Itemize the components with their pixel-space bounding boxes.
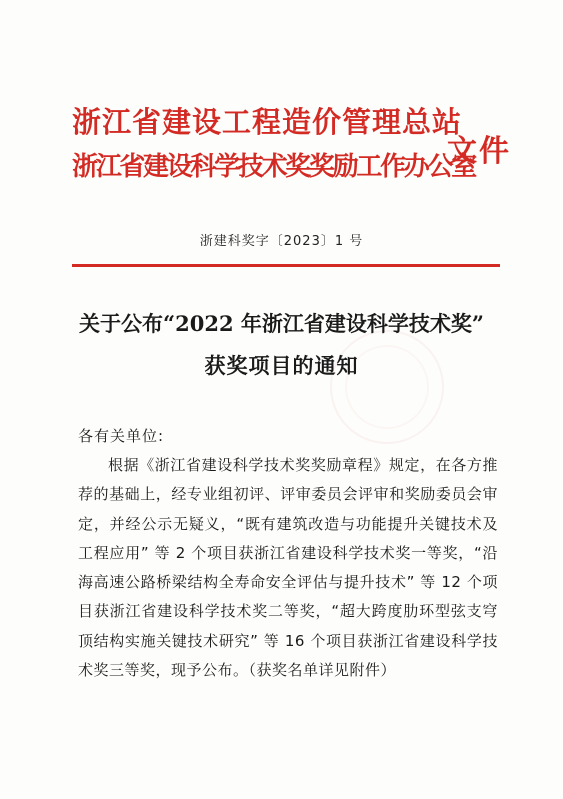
document-title-line-1: 关于公布“2022 年浙江省建设科学技术奖” <box>79 311 484 336</box>
salutation: 各有关单位: <box>78 427 165 445</box>
document-number: 浙建科奖字〔2023〕1 号 <box>199 234 364 249</box>
document-type-label: 文件 <box>447 134 511 169</box>
issuing-org-2: 浙江省建设科学技术奖奖励工作办公室 <box>72 152 475 182</box>
body-paragraph: 根据《浙江省建设科学技术奖奖励章程》规定，在各方推荐的基础上，经专业组初评、评审委员会评审和奖励委员会审定，并经公示无疑义，“既有建筑改造与功能提升关键技术及工程应用” 等 2 个项目获浙江省建设科学技术奖一等奖，“沿海高速公路桥梁结构全寿命安全评估与提升技术” 等 12 个项目获浙江省建设科学技术奖二等奖，“超大跨度肋环型弦支穹顶结构实施关键技术研究” 等 16 个项目获浙江省建设科学技术奖三等奖，现予公布。（获奖名单详见附件） <box>78 456 498 680</box>
red-divider-line <box>72 264 500 267</box>
document-title-line-2: 获奖项目的通知 <box>204 353 359 378</box>
document-header <box>72 100 512 200</box>
issuing-org-1: 浙江省建设工程造价管理总站 <box>72 105 463 139</box>
